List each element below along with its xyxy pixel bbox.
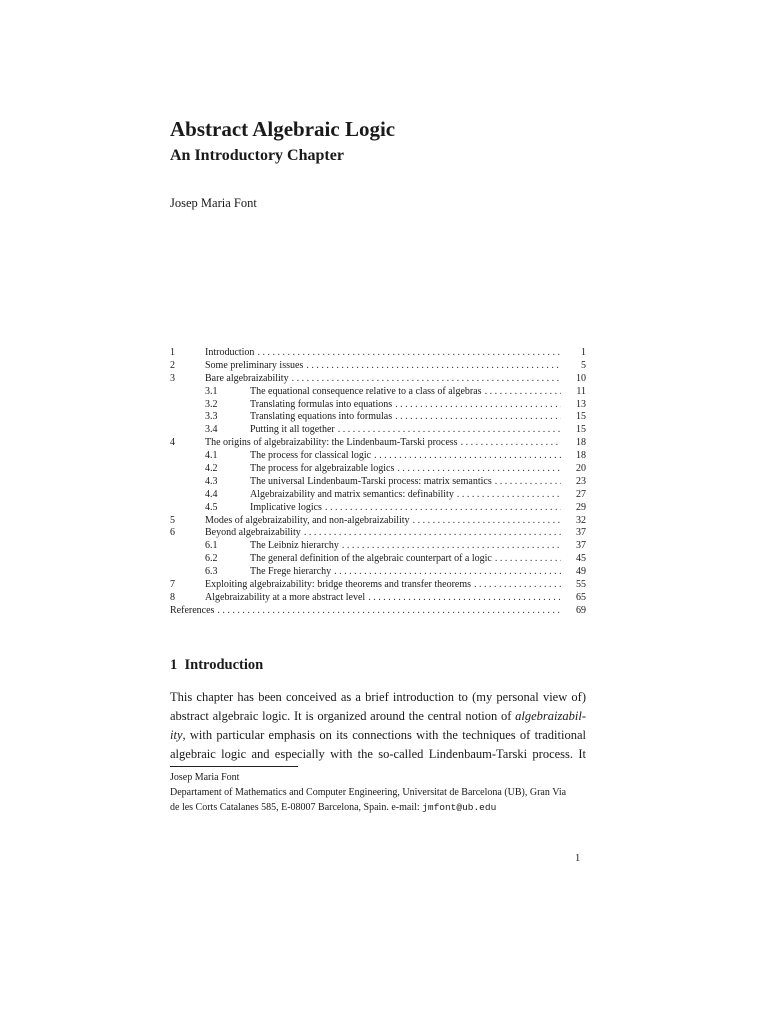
toc-entry-title: Implicative logics bbox=[250, 501, 322, 513]
toc-leader-dots bbox=[292, 373, 561, 386]
table-of-contents bbox=[170, 347, 586, 618]
toc-entry[interactable] bbox=[170, 489, 586, 502]
toc-entry[interactable] bbox=[170, 553, 586, 566]
emphasis-term: algebraizabil- bbox=[515, 709, 586, 723]
toc-leader-dots bbox=[461, 437, 561, 450]
toc-entry-number: 4.4 bbox=[205, 488, 218, 500]
paragraph-line: algebraic logic and especially with the so-called Lindenbaum-Tarski process. It bbox=[170, 747, 586, 761]
toc-entry-title: References bbox=[170, 604, 215, 616]
toc-entry[interactable] bbox=[170, 437, 586, 450]
toc-entry-title: The equational consequence relative to a class of algebras bbox=[250, 385, 482, 397]
toc-entry[interactable] bbox=[170, 605, 586, 618]
section-title: Introduction bbox=[184, 657, 264, 673]
toc-leader-dots bbox=[306, 360, 561, 373]
toc-entry-title: Introduction bbox=[205, 347, 255, 358]
toc-entry-number: 4.1 bbox=[205, 450, 218, 462]
toc-entry-number: 3.1 bbox=[205, 385, 218, 397]
toc-leader-dots bbox=[397, 463, 561, 476]
toc-entry[interactable] bbox=[170, 476, 586, 489]
toc-entry-page: 32 bbox=[576, 514, 586, 526]
toc-entry-page: 27 bbox=[576, 488, 586, 500]
toc-entry-number: 3 bbox=[170, 372, 175, 384]
toc-entry-title: Translating equations into formulas bbox=[250, 411, 393, 423]
toc-entry[interactable] bbox=[170, 450, 586, 463]
toc-entry-number: 3.2 bbox=[205, 398, 218, 410]
toc-entry-page: 45 bbox=[576, 553, 586, 565]
toc-entry-title: Algebraizability at a more abstract level bbox=[205, 591, 366, 603]
toc-entry[interactable] bbox=[170, 386, 586, 399]
toc-entry-title: Translating formulas into equations bbox=[250, 398, 393, 410]
toc-entry-page: 20 bbox=[576, 463, 586, 475]
toc-entry[interactable] bbox=[170, 373, 586, 386]
toc-entry-title: The Leibniz hierarchy bbox=[250, 540, 339, 552]
toc-entry-page: 18 bbox=[576, 437, 586, 449]
footnote-affiliation-line: Departament of Mathematics and Computer Engineering, Universitat de Barcelona (UB), Gran Via bbox=[170, 787, 567, 798]
toc-entry[interactable] bbox=[170, 515, 586, 528]
toc-entry[interactable] bbox=[170, 566, 586, 579]
toc-entry[interactable] bbox=[170, 502, 586, 515]
toc-leader-dots bbox=[374, 450, 561, 463]
toc-entry-number: 4.3 bbox=[205, 475, 218, 487]
toc-entry[interactable] bbox=[170, 579, 586, 592]
page-number: 1 bbox=[575, 853, 581, 864]
introduction-paragraph bbox=[170, 688, 586, 764]
toc-entry-page: 23 bbox=[576, 475, 586, 487]
toc-leader-dots bbox=[495, 476, 561, 489]
toc-leader-dots bbox=[217, 605, 561, 618]
toc-entry[interactable] bbox=[170, 540, 586, 553]
toc-leader-dots bbox=[395, 399, 561, 412]
toc-entry[interactable] bbox=[170, 463, 586, 476]
toc-leader-dots bbox=[325, 502, 561, 515]
toc-entry-title: The origins of algebraizability: the Lindenbaum-Tarski process bbox=[205, 437, 458, 449]
toc-entry-number: 3.4 bbox=[205, 424, 218, 436]
toc-leader-dots bbox=[338, 424, 561, 437]
toc-entry-number: 1 bbox=[170, 347, 175, 358]
paper-title: Abstract Algebraic Logic bbox=[170, 117, 396, 141]
author-footnote bbox=[170, 770, 590, 815]
toc-entry-page: 29 bbox=[576, 501, 586, 513]
toc-entry-number: 6 bbox=[170, 527, 175, 539]
toc-entry-title: Bare algebraizability bbox=[205, 372, 289, 384]
footnote-rule bbox=[170, 766, 298, 767]
toc-entry-page: 13 bbox=[576, 398, 586, 410]
toc-entry-number: 2 bbox=[170, 359, 175, 371]
toc-leader-dots bbox=[304, 527, 561, 540]
toc-entry-number: 4.2 bbox=[205, 463, 218, 475]
section-number: 1 bbox=[170, 657, 178, 673]
toc-leader-dots bbox=[342, 540, 561, 553]
toc-entry-title: Exploiting algebraizability: bridge theorems and transfer theorems bbox=[205, 579, 472, 591]
toc-entry[interactable] bbox=[170, 360, 586, 373]
toc-leader-dots bbox=[334, 566, 561, 579]
paragraph-line: ity, with particular emphasis on its connections with the techniques of traditional bbox=[170, 728, 586, 742]
toc-leader-dots bbox=[413, 515, 561, 528]
toc-entry-title: The Frege hierarchy bbox=[250, 566, 332, 578]
toc-entry[interactable] bbox=[170, 411, 586, 424]
paragraph-line: This chapter has been conceived as a brief introduction to (my personal view of) bbox=[170, 690, 586, 704]
toc-leader-dots bbox=[457, 489, 561, 502]
toc-entry-page: 37 bbox=[576, 540, 586, 552]
toc-entry-title: Modes of algebraizability, and non-algebraizability bbox=[205, 514, 410, 526]
toc-entry-page: 5 bbox=[581, 359, 586, 371]
toc-entry[interactable] bbox=[170, 347, 586, 360]
toc-entry-title: The general definition of the algebraic counterpart of a logic bbox=[250, 553, 492, 565]
paper-author: Josep Maria Font bbox=[170, 196, 257, 210]
toc-leader-dots bbox=[485, 386, 561, 399]
toc-entry-page: 10 bbox=[576, 372, 586, 384]
toc-entry-title: Some preliminary issues bbox=[205, 359, 304, 371]
toc-entry-title: Beyond algebraizability bbox=[205, 527, 301, 539]
toc-leader-dots bbox=[368, 592, 561, 605]
toc-leader-dots bbox=[495, 553, 561, 566]
toc-entry-title: The universal Lindenbaum-Tarski process: matrix semantics bbox=[250, 475, 492, 487]
toc-entry[interactable] bbox=[170, 424, 586, 437]
toc-entry-page: 15 bbox=[576, 424, 586, 436]
paper-subtitle: An Introductory Chapter bbox=[170, 147, 344, 164]
toc-entry-number: 6.2 bbox=[205, 553, 218, 565]
toc-entry-page: 69 bbox=[576, 604, 586, 616]
toc-entry-title: Putting it all together bbox=[250, 424, 335, 436]
toc-leader-dots bbox=[395, 411, 561, 424]
toc-entry-page: 11 bbox=[576, 385, 586, 397]
toc-entry[interactable] bbox=[170, 399, 586, 412]
emphasis-term: ity bbox=[170, 728, 183, 742]
toc-entry-number: 3.3 bbox=[205, 411, 218, 423]
toc-entry-page: 49 bbox=[576, 566, 586, 578]
toc-entry-number: 4 bbox=[170, 437, 175, 449]
toc-entry-title: The process for classical logic bbox=[250, 450, 372, 462]
toc-leader-dots bbox=[257, 347, 561, 360]
toc-entry-page: 15 bbox=[576, 411, 586, 423]
footnote-author-name: Josep Maria Font bbox=[170, 772, 240, 783]
toc-entry[interactable] bbox=[170, 527, 586, 540]
footnote-email[interactable]: jmfont@ub.edu bbox=[422, 802, 497, 813]
toc-entry-number: 7 bbox=[170, 579, 175, 591]
section-heading bbox=[170, 657, 263, 674]
toc-entry[interactable] bbox=[170, 592, 586, 605]
toc-entry-number: 8 bbox=[170, 591, 175, 603]
toc-entry-page: 18 bbox=[576, 450, 586, 462]
toc-entry-page: 37 bbox=[576, 527, 586, 539]
toc-entry-number: 5 bbox=[170, 514, 175, 526]
paragraph-line: abstract algebraic logic. It is organized around the central notion of algebraizabil- bbox=[170, 709, 586, 723]
toc-entry-page: 1 bbox=[581, 347, 586, 358]
toc-entry-page: 55 bbox=[576, 579, 586, 591]
toc-leader-dots bbox=[474, 579, 561, 592]
footnote-address-line: de les Corts Catalanes 585, E-08007 Barcelona, Spain. e-mail: jmfont@ub.edu bbox=[170, 802, 497, 813]
toc-entry-page: 65 bbox=[576, 591, 586, 603]
toc-entry-number: 4.5 bbox=[205, 501, 218, 513]
toc-entry-title: Algebraizability and matrix semantics: definability bbox=[250, 488, 454, 500]
toc-entry-number: 6.3 bbox=[205, 566, 218, 578]
toc-entry-title: The process for algebraizable logics bbox=[250, 463, 395, 475]
toc-entry-number: 6.1 bbox=[205, 540, 218, 552]
